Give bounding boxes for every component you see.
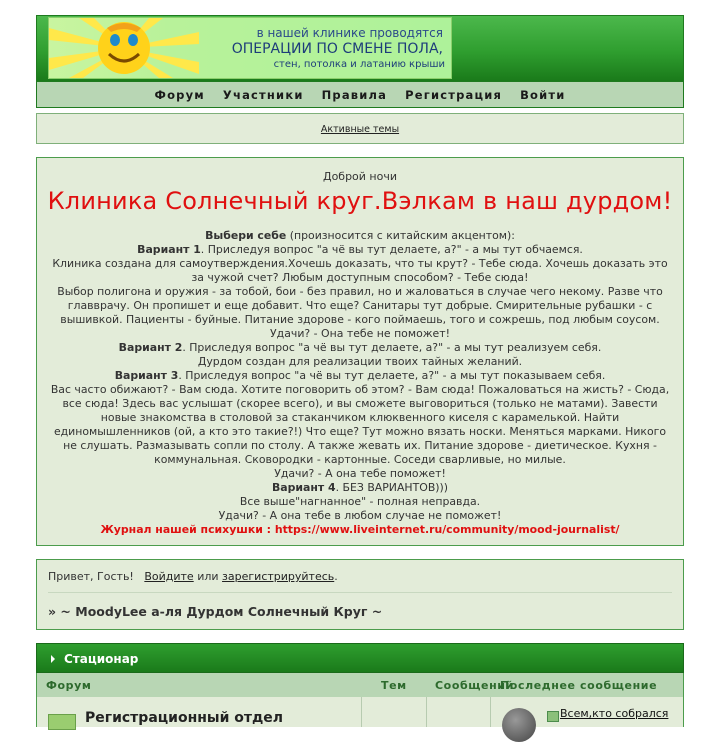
variant-1-para-1: Клиника создана для самоутверждения.Хочешь доказать, что ты крут? - Тебе сюда. Хочешь доказать это за чужой счет? Любым доступным способом? - Тебе сюда! (52, 257, 668, 284)
banner[interactable] (48, 17, 452, 79)
last-post-cell (490, 697, 491, 727)
variant-3-para-1: Вас часто обижают? - Вам сюда. Хотите поговорить об этом? - Вам сюда! Пожаловаться на жисть? - Сюда, все сюда! Здесь вас услышат (скорее всего), и вы сможете выговориться (только не матами). Завести новые знакомства в столовой за стаканчиком клюквенного киселя с карамелькой. Найти единомышленников (ой, а кто это такие?!) Что еще? Тут можно вязать носки. Меняться марками. Никого не слушать. Размазывать сопли по столу. А также жевать их. Питание здорове - диетическое. Кухня - коммунальная. Сковородки - картонные. Соседи сварливые, но милые. (50, 383, 670, 466)
guest-greeting (48, 570, 338, 583)
topics-cell (361, 697, 362, 727)
variant-2-label: Вариант 2 (118, 341, 183, 354)
posts-cell (426, 697, 427, 727)
journal-link[interactable]: Журнал нашей психушки : https://www.liveinternet.ru/community/mood-journalist/ (100, 523, 620, 536)
sun-logo-icon (49, 18, 199, 78)
variant-3-text: . Приследуя вопрос "а чё вы тут делаете, а?" - а мы тут показываем себя. (178, 369, 606, 382)
variant-1-text: . Приследуя вопрос "а чё вы тут делаете, а?" - а мы тут обчаемся. (200, 243, 583, 256)
variant-3-label: Вариант 3 (114, 369, 179, 382)
category-title: Стационар (64, 652, 139, 666)
category-header[interactable] (36, 643, 684, 673)
forum-row[interactable] (36, 697, 684, 727)
variant-1-label: Вариант 1 (137, 243, 201, 256)
or-text: или (197, 570, 219, 583)
register-link[interactable]: зарегистрируйтесь (222, 570, 335, 583)
welcome-panel (36, 559, 684, 630)
column-posts: Сообщений (435, 679, 514, 692)
header (36, 15, 684, 81)
variant-2-para-1: Дурдом создан для реализации твоих тайных желаний. (197, 355, 523, 368)
active-topics-link[interactable]: Активные темы (320, 124, 400, 135)
active-topics-bar (36, 113, 684, 144)
banner-line-2: ОПЕРАЦИИ ПО СМЕНЕ ПОЛА, (231, 41, 443, 57)
column-forum: Форум (46, 679, 92, 692)
variant-1-para-3: Удачи? - Она тебе не поможет! (270, 327, 450, 340)
login-link[interactable]: Войдите (144, 570, 194, 583)
nav-rules[interactable]: Правила (321, 87, 388, 102)
variant-3-para-2: Удачи? - А она тебе поможет! (274, 467, 446, 480)
forum-table-header (36, 673, 684, 697)
column-topics: Тем (381, 679, 407, 692)
greeting-text: Привет, Гость! (48, 570, 134, 583)
forum-status-icon (48, 714, 76, 730)
final-luck-text: Удачи? - А она тебе в любом случае не поможет! (218, 509, 502, 522)
nav-users[interactable]: Участники (222, 87, 304, 102)
banner-line-3: стен, потолка и латанию крыши (273, 59, 445, 70)
breadcrumb[interactable]: » ~ MoodyLee а-ля Дурдом Солнечный Круг ~ (48, 604, 383, 619)
collapse-arrow-icon[interactable] (51, 655, 55, 663)
last-post-link[interactable]: Всем,кто собрался (560, 707, 669, 720)
banner-line-1: в нашей клинике проводятся (256, 26, 443, 40)
variant-4-text: . БЕЗ ВАРИАНТОВ))) (335, 481, 449, 494)
announcement-title: Клиника Солнечный круг.Вэлкам в наш дурдом! (47, 187, 673, 215)
variant-4-label: Вариант 4 (271, 481, 336, 494)
avatar[interactable] (502, 708, 536, 742)
announcement (36, 157, 684, 546)
variant-2-text: . Приследуя вопрос "а чё вы тут делаете, а?" - а мы тут реализуем себя. (182, 341, 602, 354)
variant-1-para-2: Выбор полигона и оружия - за тобой, бои - без правил, но и жаловаться в случае чего некому. Разве что главврачу. Он пропишет и еще добавит. Что еще? Санитары тут добрые. Смирительные рубашки - с вышивкой. Пациенты - буйные. Питание здорове - кого поймаешь, того и сожрешь, под любым соусом. (57, 285, 663, 326)
period-text: . (334, 570, 338, 583)
choose-text: (произносится с китайским акцентом): (286, 229, 515, 242)
nav-forum[interactable]: Форум (154, 87, 205, 102)
all-above-text: Все выше"нагнанное" - полная неправда. (239, 495, 481, 508)
announcement-body (37, 229, 683, 537)
last-post-icon (547, 711, 559, 722)
time-greeting: Доброй ночи (322, 170, 398, 183)
forum-name-link[interactable]: Регистрационный отдел (85, 710, 284, 726)
main-nav (36, 81, 684, 108)
nav-register[interactable]: Регистрация (405, 87, 503, 102)
choose-label: Выбери себе (205, 229, 287, 242)
nav-login[interactable]: Войти (520, 87, 566, 102)
column-last-post: Последнее сообщение (500, 679, 658, 692)
divider (48, 592, 672, 593)
